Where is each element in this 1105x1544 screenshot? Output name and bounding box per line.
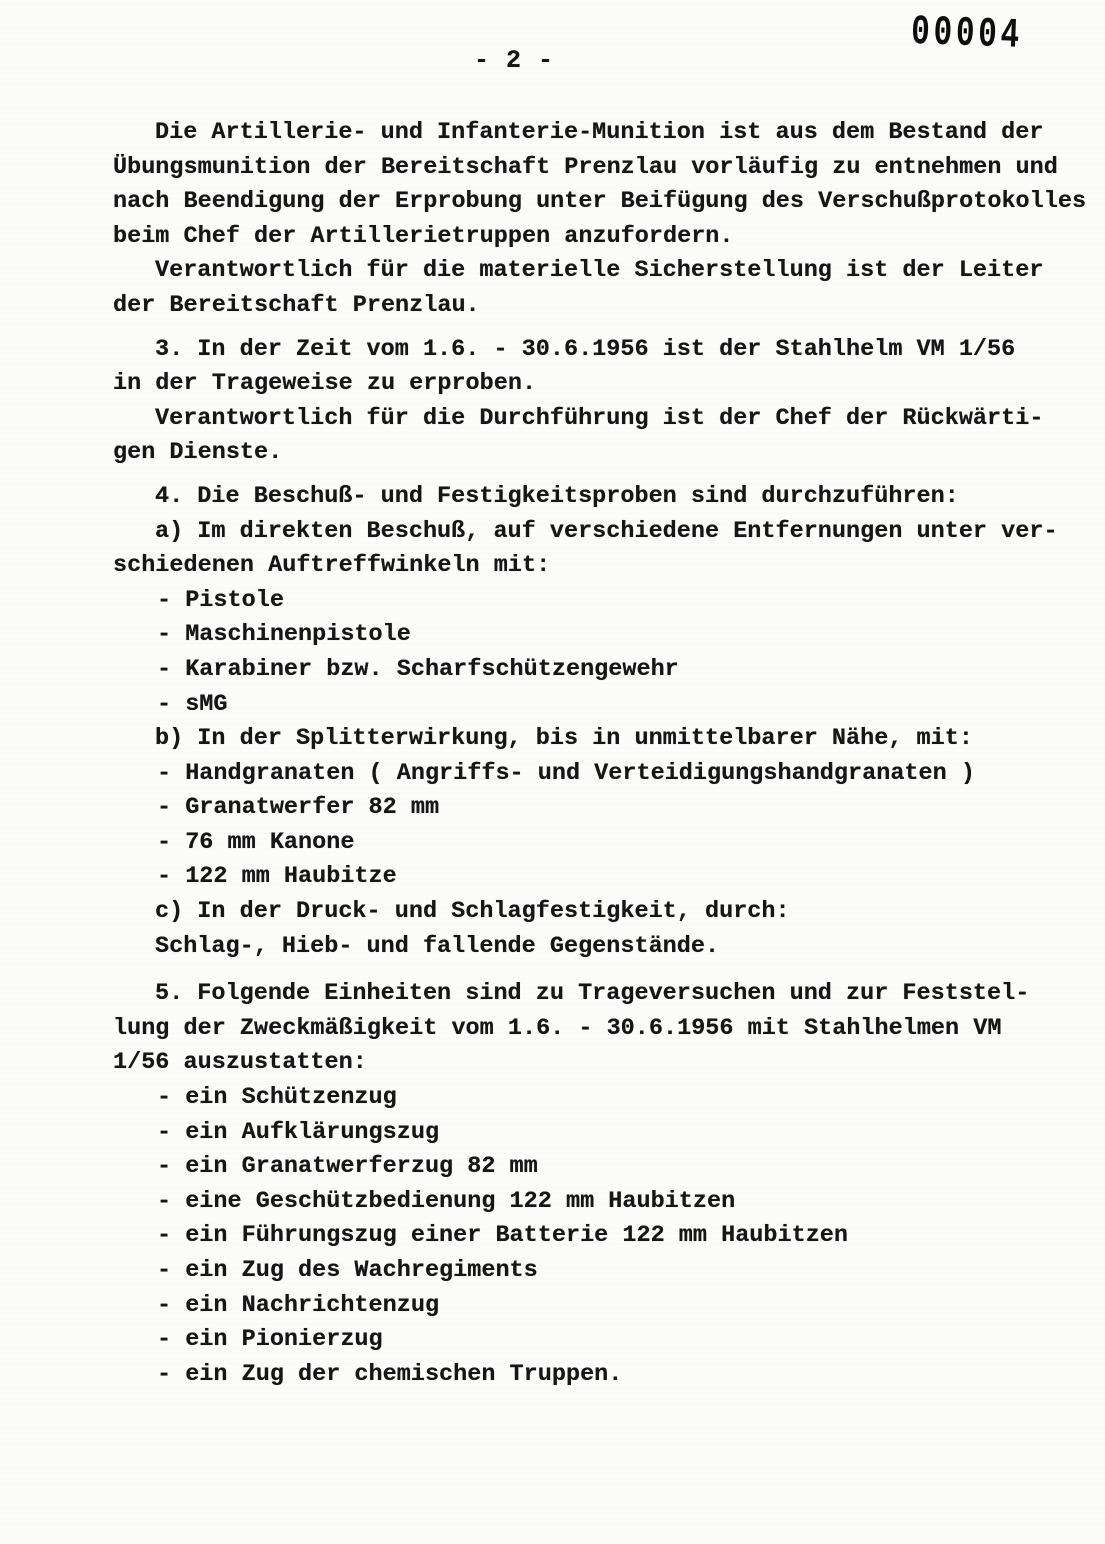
- page-stamp-number: 00004: [910, 8, 1024, 60]
- document-list-item: - Karabiner bzw. Scharfschützengewehr: [157, 655, 679, 683]
- document-line: in der Trageweise zu erproben.: [113, 370, 537, 398]
- document-line: beim Chef der Artillerietruppen anzufordern.: [113, 222, 734, 250]
- document-list-item: - ein Pionierzug: [157, 1326, 383, 1354]
- document-line: schiedenen Auftreffwinkeln mit:: [113, 552, 551, 580]
- document-list-item: - Granatwerfer 82 mm: [157, 794, 440, 822]
- document-list-item: - Maschinenpistole: [157, 621, 411, 649]
- document-line-section-3: 3. In der Zeit vom 1.6. - 30.6.1956 ist der Stahlhelm VM 1/56: [155, 335, 1016, 363]
- document-line: lung der Zweckmäßigkeit vom 1.6. - 30.6.1956 mit Stahlhelmen VM: [113, 1014, 1002, 1042]
- document-list-item: - ein Nachrichtenzug: [157, 1291, 440, 1319]
- document-line: nach Beendigung der Erprobung unter Beifügung des Verschußprotokolles: [113, 188, 1087, 216]
- document-line-item-c: c) In der Druck- und Schlagfestigkeit, durch:: [155, 898, 790, 926]
- document-body: [113, 116, 1103, 1392]
- document-line: Verantwortlich für die Durchführung ist der Chef der Rückwärti-: [155, 404, 1044, 432]
- document-line: Die Artillerie- und Infanterie-Munition ist aus dem Bestand der: [155, 119, 1044, 146]
- document-list-item: - sMG: [157, 690, 228, 718]
- document-list-item: - ein Schützenzug: [157, 1084, 397, 1112]
- document-line-item-a: a) Im direkten Beschuß, auf verschiedene Entfernungen unter ver-: [155, 517, 1058, 545]
- document-line: der Bereitschaft Prenzlau.: [113, 291, 480, 319]
- document-line: Verantwortlich für die materielle Sicherstellung ist der Leiter: [155, 257, 1044, 285]
- document-list-item: - ein Granatwerferzug 82 mm: [157, 1153, 538, 1181]
- document-line: Übungsmunition der Bereitschaft Prenzlau vorläufig zu entnehmen und: [113, 153, 1058, 181]
- document-list-item: - ein Zug der chemischen Truppen.: [157, 1360, 623, 1388]
- document-line: Schlag-, Hieb- und fallende Gegenstände.: [155, 932, 720, 960]
- document-list-item: - ein Zug des Wachregiments: [157, 1257, 538, 1284]
- document-list-item: - 122 mm Haubitze: [157, 863, 397, 891]
- document-line-section-4: 4. Die Beschuß- und Festigkeitsproben sind durchzuführen:: [155, 482, 959, 510]
- document-list-item: - 76 mm Kanone: [157, 828, 355, 856]
- document-list-item: - ein Führungszug einer Batterie 122 mm Haubitzen: [157, 1222, 849, 1250]
- page-number: - 2 -: [474, 46, 555, 75]
- document-line: gen Dienste.: [113, 439, 283, 467]
- document-list-item: - Pistole: [157, 586, 284, 614]
- document-list-item: - eine Geschützbedienung 122 mm Haubitzen: [157, 1187, 736, 1215]
- document-list-item: - Handgranaten ( Angriffs- und Verteidigungshandgranaten ): [157, 759, 975, 787]
- document-line-item-b: b) In der Splitterwirkung, bis in unmittelbarer Nähe, mit:: [155, 725, 973, 753]
- document-line: 1/56 auszustatten:: [113, 1049, 367, 1077]
- document-line-section-5: 5. Folgende Einheiten sind zu Trageversuchen und zur Feststel-: [155, 980, 1030, 1008]
- document-list-item: - ein Aufklärungszug: [157, 1118, 440, 1146]
